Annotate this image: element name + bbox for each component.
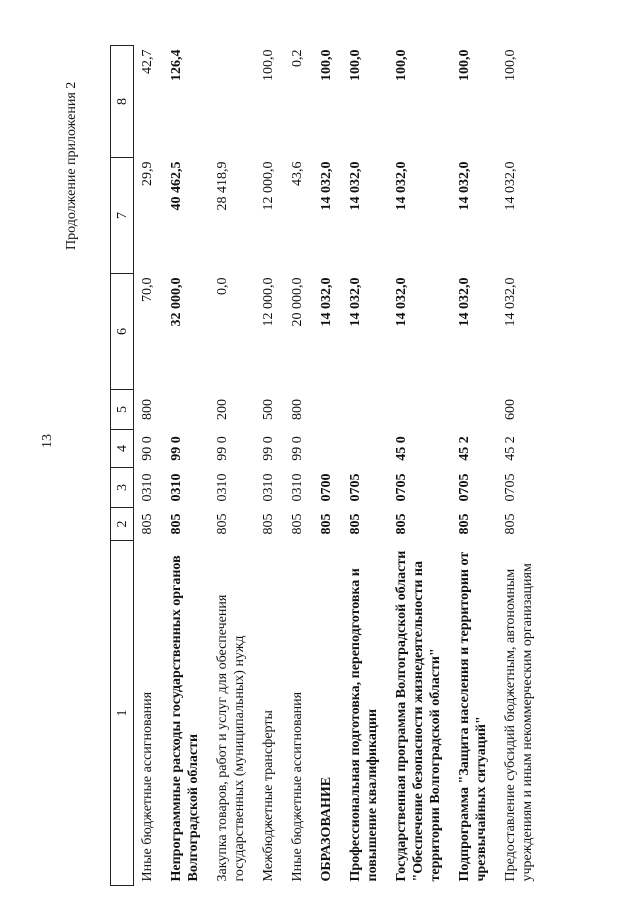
- cell-expense-type: [163, 390, 209, 430]
- table-row: [313, 46, 342, 886]
- cell-ved: 805: [457, 513, 472, 535]
- cell-plan: 14 032,0: [319, 277, 334, 327]
- cell-ved: 805: [290, 513, 305, 535]
- row-name: Государственная программа Волгоградской области "Обеспечение безопасности жизнедеятельности на территории Волгоградской области": [394, 550, 443, 882]
- cell-actual: 40 462,5: [169, 161, 184, 211]
- table-row: [388, 46, 451, 886]
- cell-target: [342, 430, 388, 468]
- cell-target: 45 2: [503, 436, 518, 461]
- cell-expense-type: 800: [140, 399, 155, 420]
- cell-actual: 29,9: [140, 161, 155, 186]
- cell-percent: 100,0: [457, 49, 472, 81]
- header-cell: 2: [111, 508, 134, 541]
- header-cell: 6: [111, 274, 134, 390]
- cell-plan: 14 032,0: [503, 277, 518, 327]
- cell-expense-type: 600: [503, 399, 518, 420]
- cell-target: 45 2: [457, 436, 472, 461]
- cell-plan: 70,0: [140, 277, 155, 302]
- cell-ved: 805: [394, 513, 409, 535]
- table-row: [284, 46, 313, 886]
- table-row: [209, 46, 255, 886]
- cell-actual: 14 032,0: [394, 161, 409, 211]
- appendix-caption: Продолжение приложения 2: [64, 81, 79, 250]
- cell-percent: 100,0: [348, 49, 363, 81]
- cell-section: 0310: [290, 473, 305, 502]
- header-cell: 5: [111, 390, 134, 430]
- cell-section: 0310: [261, 473, 276, 502]
- cell-target: 99 0: [290, 436, 305, 461]
- cell-expense-type: [342, 390, 388, 430]
- cell-section: 0310: [215, 473, 230, 502]
- cell-percent: 100,0: [394, 49, 409, 81]
- header-cell: 1: [111, 541, 134, 886]
- header-cell: 3: [111, 468, 134, 508]
- cell-actual: 14 032,0: [348, 161, 363, 211]
- header-row: [111, 46, 134, 886]
- cell-expense-type: 800: [290, 399, 305, 420]
- row-name: Подпрограмма "Защита населения и территории от чрезвычайных ситуаций": [457, 551, 489, 882]
- cell-target: 90 0: [140, 436, 155, 461]
- cell-expense-type: [388, 390, 451, 430]
- cell-plan: 14 032,0: [348, 277, 363, 327]
- rotated-table-container: [110, 46, 630, 886]
- header-cell: 7: [111, 158, 134, 274]
- cell-plan: 14 032,0: [394, 277, 409, 327]
- row-name: Иные бюджетные ассигнования: [140, 691, 155, 882]
- cell-target: 99 0: [215, 436, 230, 461]
- cell-expense-type: 200: [215, 399, 230, 420]
- cell-percent: 100,0: [261, 49, 276, 81]
- cell-actual: 12 000,0: [261, 161, 276, 211]
- cell-target: [313, 430, 342, 468]
- table-row: [451, 46, 497, 886]
- row-name: Непрограммные расходы государственных органов Волгоградской области: [169, 555, 201, 882]
- cell-target: 99 0: [261, 436, 276, 461]
- row-name: Профессиональная подготовка, переподготовка и повышение квалификации: [348, 568, 380, 882]
- header-cell: 8: [111, 46, 134, 158]
- row-name: Иные бюджетные ассигнования: [290, 691, 305, 882]
- cell-ved: 805: [348, 513, 363, 535]
- cell-actual: 14 032,0: [319, 161, 334, 211]
- row-name: Межбюджетные трансферты: [261, 710, 276, 882]
- cell-ved: 805: [503, 513, 518, 535]
- budget-table: [110, 45, 543, 886]
- cell-expense-type: [451, 390, 497, 430]
- row-name: ОБРАЗОВАНИЕ: [319, 776, 334, 882]
- cell-plan: 32 000,0: [169, 277, 184, 327]
- row-name: Закупка товаров, работ и услуг для обеспечения государственных (муниципальных) нужд: [215, 594, 247, 882]
- cell-ved: 805: [319, 513, 334, 535]
- table-row: [255, 46, 284, 886]
- cell-actual: 43,6: [290, 161, 305, 186]
- cell-percent: 100,0: [319, 49, 334, 81]
- header-cell: 4: [111, 430, 134, 468]
- cell-actual: 28 418,9: [215, 161, 230, 211]
- cell-section: 0705: [457, 473, 472, 502]
- cell-percent: [209, 46, 255, 158]
- table-row: [497, 46, 543, 886]
- cell-section: 0310: [169, 473, 184, 502]
- cell-section: 0705: [348, 473, 363, 502]
- cell-section: 0705: [394, 473, 409, 502]
- cell-expense-type: [313, 390, 342, 430]
- cell-plan: 12 000,0: [261, 277, 276, 327]
- cell-percent: 0,2: [290, 49, 305, 67]
- cell-actual: 14 032,0: [503, 161, 518, 211]
- table-row: [134, 46, 164, 886]
- cell-target: 45 0: [394, 436, 409, 461]
- cell-section: 0705: [503, 473, 518, 502]
- cell-plan: 0,0: [215, 277, 230, 295]
- page-number: 13: [40, 434, 55, 448]
- cell-plan: 14 032,0: [457, 277, 472, 327]
- cell-section: 0700: [319, 473, 334, 502]
- table-row: [342, 46, 388, 886]
- cell-percent: 100,0: [503, 49, 518, 81]
- row-name: Предоставление субсидий бюджетным, автономным учреждениям и иным некоммерческим организациям: [503, 563, 535, 882]
- cell-expense-type: 500: [261, 399, 276, 420]
- cell-section: 0310: [140, 473, 155, 502]
- cell-ved: 805: [169, 513, 184, 535]
- cell-percent: 42,7: [140, 49, 155, 74]
- cell-ved: 805: [261, 513, 276, 535]
- cell-plan: 20 000,0: [290, 277, 305, 327]
- cell-ved: 805: [140, 513, 155, 535]
- cell-percent: 126,4: [169, 49, 184, 81]
- cell-target: 99 0: [169, 436, 184, 461]
- table-row: [163, 46, 209, 886]
- cell-ved: 805: [215, 513, 230, 535]
- cell-actual: 14 032,0: [457, 161, 472, 211]
